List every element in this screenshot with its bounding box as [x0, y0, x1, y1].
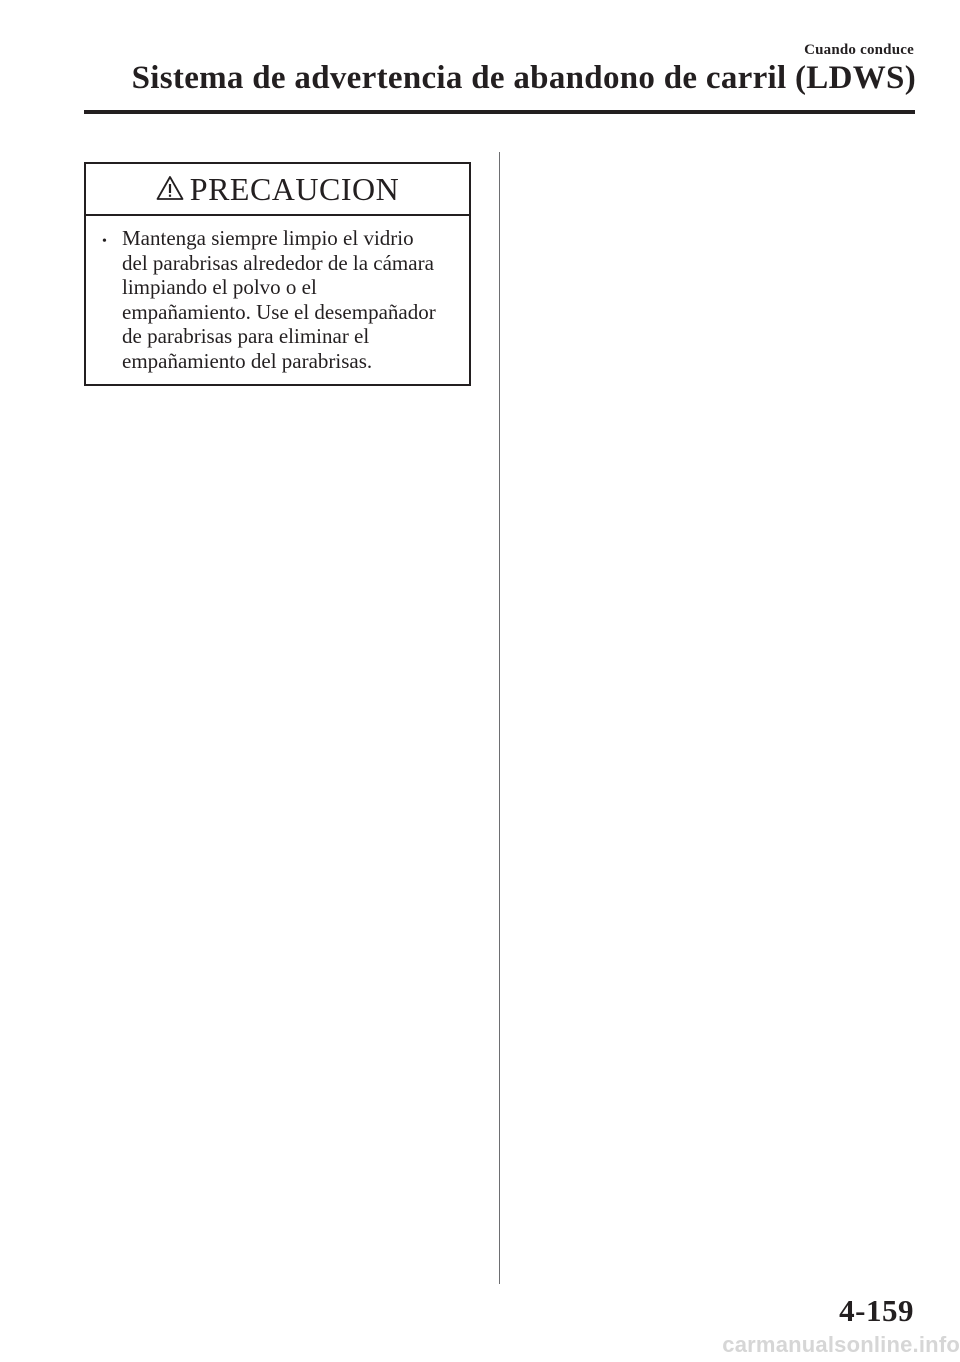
caution-line: empañamiento del parabrisas.: [122, 348, 373, 373]
caution-header: [86, 164, 469, 216]
warning-triangle-icon: [156, 177, 184, 201]
caution-line: de parabrisas para eliminar el: [122, 324, 370, 348]
caution-line: empañamiento. Use el desempañador: [122, 299, 436, 324]
caution-line: Mantenga siempre limpio el vidrio: [122, 226, 414, 250]
header-rule: [84, 110, 915, 114]
caution-body: [86, 216, 469, 373]
section-label: Cuando conduce: [804, 42, 914, 58]
caution-box: [84, 162, 471, 386]
page-title: Sistema de advertencia de abandono de carril (LDWS): [131, 60, 916, 96]
bullet-marker: •: [102, 234, 107, 249]
caution-line: limpiando el polvo o el: [122, 275, 317, 299]
caution-line: del parabrisas alrededor de la cámara: [122, 250, 434, 275]
caution-title: PRECAUCION: [189, 170, 400, 207]
page-number: 4-159: [839, 1293, 914, 1328]
watermark-text: carmanualsonline.info: [722, 1332, 960, 1357]
column-divider: [499, 152, 500, 1284]
